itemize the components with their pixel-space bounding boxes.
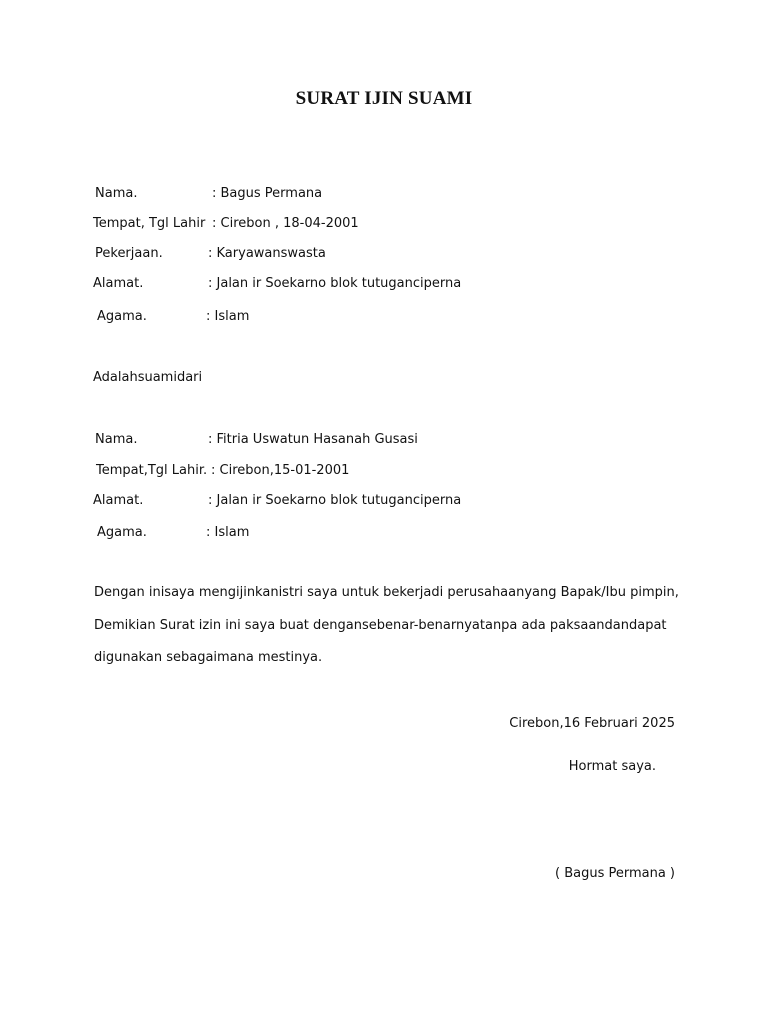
body-line-1: Dengan inisaya mengijinkanistri saya untuk bekerjadi perusahaanyang Bapak/Ibu pimpin,	[94, 585, 679, 600]
relation-text: Adalahsuamidari	[93, 370, 203, 385]
wife-birth-label: Tempat,Tgl Lahir.	[96, 463, 208, 478]
regards: Hormat saya.	[568, 759, 656, 774]
husband-name-label: Nama.	[95, 186, 138, 201]
husband-name-value: : Bagus Permana	[212, 186, 323, 201]
wife-birth-value: : Cirebon,15-01-2001	[211, 463, 350, 478]
signature-name: ( Bagus Permana )	[554, 866, 675, 881]
wife-name-label: Nama.	[95, 432, 138, 447]
husband-job-value: : Karyawanswasta	[208, 246, 326, 261]
husband-religion-value: : Islam	[206, 309, 250, 324]
husband-birth-value: : Cirebon , 18-04-2001	[212, 216, 359, 231]
wife-address-value: : Jalan ir Soekarno blok tutuganciperna	[208, 493, 462, 508]
husband-religion-label: Agama.	[97, 309, 147, 324]
body-line-3: digunakan sebagaimana mestinya.	[94, 650, 323, 665]
husband-job-label: Pekerjaan.	[95, 246, 163, 261]
letter-title: SURAT IJIN SUAMI	[295, 88, 473, 109]
husband-address-value: : Jalan ir Soekarno blok tutuganciperna	[208, 276, 462, 291]
place-date: Cirebon,16 Februari 2025	[509, 716, 675, 731]
wife-name-value: : Fitria Uswatun Hasanah Gusasi	[208, 432, 418, 447]
wife-religion-label: Agama.	[97, 525, 147, 540]
body-line-2: Demikian Surat izin ini saya buat dengansebenar-benarnyatanpa ada paksaandandapat	[94, 618, 667, 633]
wife-religion-value: : Islam	[206, 525, 250, 540]
husband-address-label: Alamat.	[93, 276, 144, 291]
wife-address-label: Alamat.	[93, 493, 144, 508]
husband-birth-label: Tempat, Tgl Lahir	[93, 216, 206, 231]
